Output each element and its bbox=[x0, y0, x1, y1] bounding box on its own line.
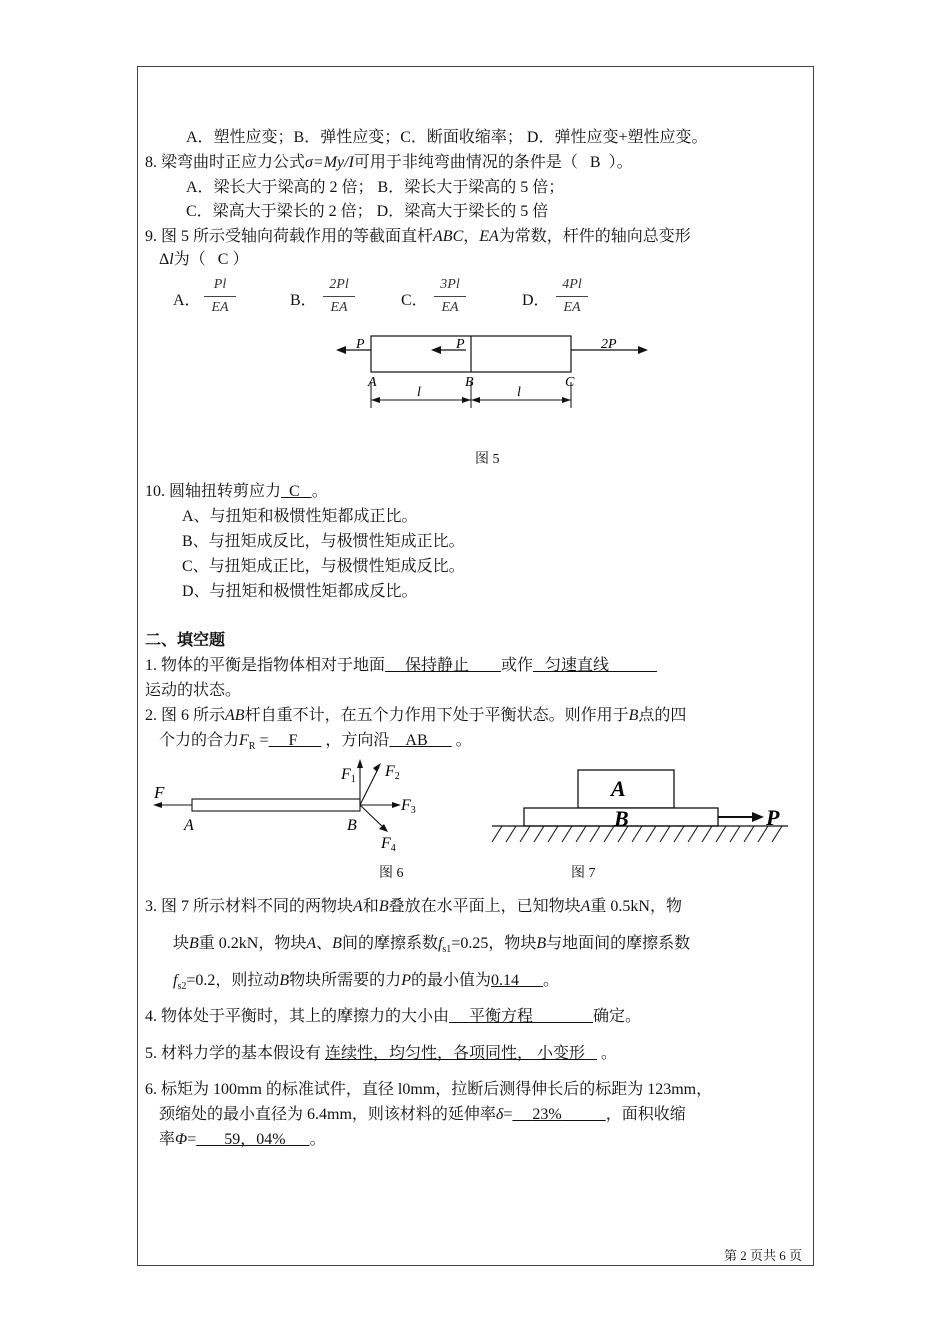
fill-5-answer: 连续性，均匀性，各项同性， 小变形 bbox=[325, 1045, 586, 1062]
ground-hatching bbox=[492, 826, 782, 842]
point-b-label: B bbox=[347, 817, 357, 834]
q10-option-d: D、与扭矩和极惯性矩都成反比。 bbox=[182, 583, 418, 600]
q10-option-c: C、与扭矩成正比，与极惯性矩成反比。 bbox=[182, 558, 465, 575]
load-c-label: 2P bbox=[601, 337, 617, 352]
q10-option-b: B、与扭矩成反比，与极惯性矩成正比。 bbox=[182, 533, 465, 550]
fill-3-answer: 0.14 bbox=[490, 972, 519, 989]
fill-3-line2: 块B重 0.2kN，物块A、B间的摩擦系数$f_{s1}=0.25$，物块B与地面间的摩擦系数 bbox=[173, 935, 691, 956]
force-f2-label: F2 bbox=[385, 763, 400, 782]
section-2-title: 二、填空题 bbox=[145, 632, 226, 649]
fill-4-answer: 平衡方程 bbox=[469, 1008, 534, 1025]
fill-1-answer-1: 保持静止 bbox=[405, 657, 470, 674]
block-a-label: A bbox=[611, 776, 626, 801]
block-a bbox=[578, 770, 674, 808]
fill-4: 4. 物体处于平衡时，其上的摩擦力的大小由 平衡方程 确定。 bbox=[145, 1008, 642, 1025]
load-b-label: P bbox=[456, 337, 465, 352]
force-f-label: F bbox=[154, 783, 165, 802]
length-label-1: l bbox=[417, 385, 421, 400]
q10-stem: 10. 圆轴扭转剪应力 C 。 bbox=[145, 483, 328, 500]
q8-answer: B bbox=[589, 154, 601, 171]
force-f3-label: F3 bbox=[401, 797, 416, 816]
q8-stem: 8. 梁弯曲时正应力公式σ=My/I可用于非纯弯曲情况的条件是（ B ）。 bbox=[145, 154, 633, 171]
fill-1-line2: 运动的状态。 bbox=[145, 682, 242, 699]
q7-options: A．塑性应变；B．弹性应变；C．断面收缩率； D．弹性应变+塑性应变。 bbox=[186, 129, 708, 146]
fill-6-line1: 6. 标矩为 100mm 的标准试件，直径 l0mm，拉断后测得伸长后的标距为 123mm， bbox=[145, 1081, 713, 1098]
point-a-label: A bbox=[184, 817, 194, 834]
point-c-label: C bbox=[565, 375, 575, 390]
figure-6-force-diagram bbox=[148, 752, 428, 854]
fill-1-answer-2: 匀速直线 bbox=[545, 657, 610, 674]
fill-3-line1: 3. 图 7 所示材料不同的两物块A和B叠放在水平面上，已知物块A重 0.5kN，物 bbox=[145, 898, 682, 915]
fill-2-answer-1: F bbox=[288, 732, 298, 749]
fill-3-line3: $f_{s2}=0.2$，则拉动B物块所需要的力P的最小值为0.14 。 bbox=[173, 972, 559, 993]
fill-2-line2: 个力的合力$F_R$ = F ，方向沿 AB 。 bbox=[159, 732, 472, 753]
q10-option-a: A、与扭矩和极惯性矩都成正比。 bbox=[182, 508, 418, 525]
force-f2-arrow bbox=[360, 767, 379, 805]
fill-2-line1: 2. 图 6 所示AB杆自重不计，在五个力作用下处于平衡状态。则作用于B点的四 bbox=[145, 707, 687, 724]
figure-5-caption: 图 5 bbox=[475, 452, 500, 467]
page-number: 第 2 页共 6 页 bbox=[723, 1248, 802, 1263]
force-f1-label: F1 bbox=[341, 766, 356, 785]
q9-stem-line2: Δl为（ C ） bbox=[159, 251, 249, 268]
figure-7-caption: 图 7 bbox=[571, 866, 596, 881]
length-label-2: l bbox=[517, 385, 521, 400]
load-a-label: P bbox=[356, 337, 365, 352]
fill-6-line2: 颈缩处的最小直径为 6.4mm，则该材料的延伸率δ= 23% ，面积收缩 bbox=[159, 1106, 686, 1123]
fill-1-line1: 1. 物体的平衡是指物体相对于地面 保持静止 或作 匀速直线 bbox=[145, 657, 610, 674]
figure-6-caption: 图 6 bbox=[379, 866, 404, 881]
fill-2-answer-2: AB bbox=[405, 732, 428, 749]
block-b-label: B bbox=[614, 806, 629, 831]
fill-6-answer-2: 59，04% bbox=[224, 1131, 286, 1148]
q8-options-cd: C．梁高大于梁长的 2 倍； D．梁高大于梁长的 5 倍 bbox=[186, 203, 549, 220]
force-p-label: P bbox=[766, 805, 780, 830]
q9-answer: C bbox=[217, 251, 229, 268]
figure-5-bar-diagram bbox=[330, 328, 660, 418]
figure-7-blocks-diagram bbox=[488, 764, 798, 854]
fill-6-line3: 率Φ= 59，04% 。 bbox=[159, 1131, 326, 1148]
point-a-label: A bbox=[368, 375, 377, 390]
fill-6-answer-1: 23% bbox=[532, 1106, 562, 1123]
q9-stem-line1: 9. 图 5 所示受轴向荷载作用的等截面直杆ABC，EA为常数，杆件的轴向总变形 bbox=[145, 228, 691, 245]
point-b-label: B bbox=[465, 375, 474, 390]
fill-5: 5. 材料力学的基本假设有 连续性，均匀性，各项同性， 小变形 。 bbox=[145, 1045, 618, 1062]
force-f4-label: F4 bbox=[381, 835, 396, 854]
force-f4-arrow bbox=[360, 805, 384, 828]
rod-ab bbox=[192, 799, 360, 811]
q10-answer: C bbox=[289, 483, 300, 500]
q8-options-ab: A．梁长大于梁高的 2 倍； B．梁长大于梁高的 5 倍； bbox=[186, 179, 565, 196]
